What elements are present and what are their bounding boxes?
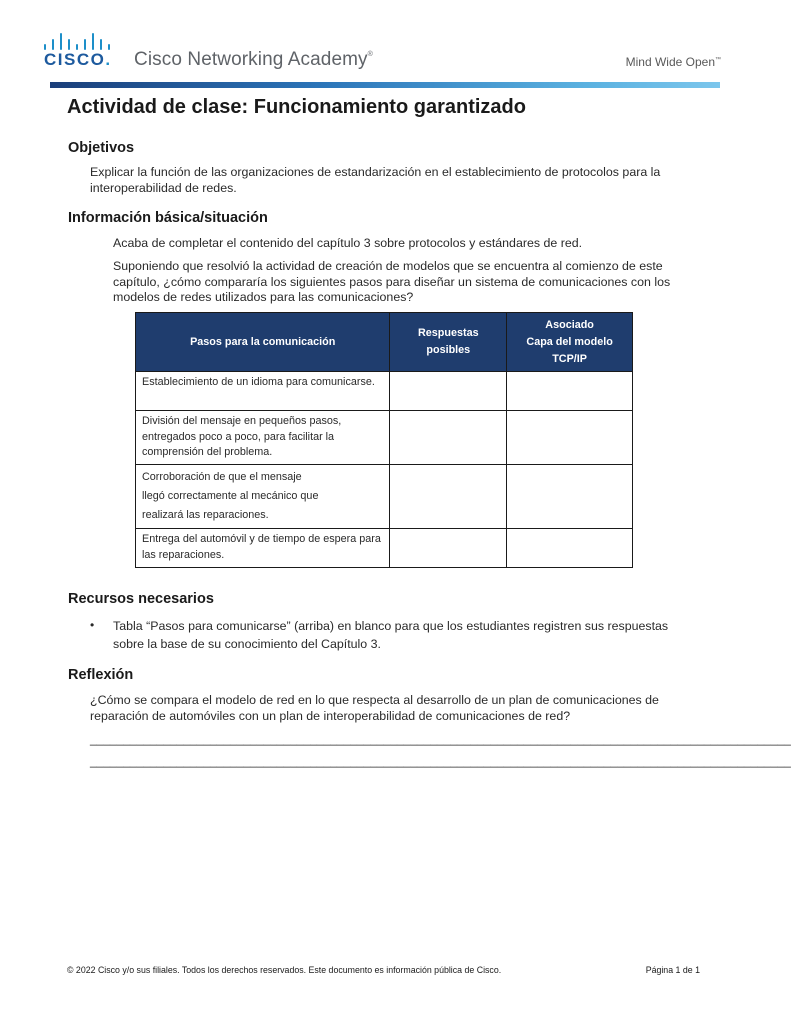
resources-item: Tabla “Pasos para comunicarse” (arriba) en blanco para que los estudiantes registren sus respuestas sobre la base de su conocimiento del Capítulo 3. bbox=[113, 619, 669, 651]
step-cell: Corroboración de que el mensaje llegó correctamente al mecánico que realizará las reparaciones. bbox=[136, 465, 390, 529]
cisco-logo bbox=[44, 30, 124, 70]
resources-heading: Recursos necesarios bbox=[68, 591, 214, 607]
header-layer: Asociado Capa del modelo TCP/IP bbox=[507, 313, 633, 372]
header-answers: Respuestas posibles bbox=[390, 313, 507, 372]
cisco-wordmark: CISCO. bbox=[44, 50, 112, 69]
step-cell: Entrega del automóvil y de tiempo de espera para las reparaciones. bbox=[136, 529, 390, 568]
table-row bbox=[136, 372, 633, 411]
header-steps: Pasos para la comunicación bbox=[136, 313, 390, 372]
answer-cell[interactable] bbox=[390, 529, 507, 568]
footer-page-number: Página 1 de 1 bbox=[645, 965, 700, 975]
reflection-heading: Reflexión bbox=[68, 667, 134, 683]
footer-copyright: © 2022 Cisco y/o sus filiales. Todos los derechos reservados. Este documento es información pública de Cisco. bbox=[67, 965, 502, 975]
tagline: Mind Wide Open™ bbox=[625, 55, 721, 69]
step-cell: División del mensaje en pequeños pasos, entregados poco a poco, para facilitar la comprensión del problema. bbox=[136, 411, 390, 465]
header-rule bbox=[50, 82, 720, 88]
reflection-question: ¿Cómo se compara el modelo de red en lo que respecta al desarrollo de un plan de comunicaciones de reparación de automóviles con un plan de interoperabilidad de comunicaciones de red? bbox=[90, 693, 659, 723]
background-heading: Información básica/situación bbox=[68, 210, 268, 226]
step-cell: Establecimiento de un idioma para comunicarse. bbox=[136, 372, 390, 411]
cisco-bars-icon bbox=[44, 30, 116, 50]
communication-steps-table bbox=[135, 312, 633, 568]
layer-cell[interactable] bbox=[507, 411, 633, 465]
bullet-icon: • bbox=[90, 618, 95, 632]
answer-line[interactable]: _________________________________________________________________________________________________________ bbox=[90, 754, 791, 768]
layer-cell[interactable] bbox=[507, 529, 633, 568]
layer-cell[interactable] bbox=[507, 465, 633, 529]
page-title: Actividad de clase: Funcionamiento garantizado bbox=[67, 96, 526, 118]
background-para-2: Suponiendo que resolvió la actividad de creación de modelos que se encuentra al comienzo de este capítulo, ¿cómo compararía los siguientes pasos para diseñar un sistema de comunicaciones con los modelos de redes utilizados para las comunicaciones? bbox=[113, 259, 671, 304]
page-header bbox=[0, 0, 768, 90]
background-para-1: Acaba de completar el contenido del capítulo 3 sobre protocolos y estándares de red. bbox=[113, 236, 583, 250]
answer-line[interactable]: _________________________________________________________________________________________________________ bbox=[90, 732, 791, 746]
answer-cell[interactable] bbox=[390, 372, 507, 411]
table-row bbox=[136, 465, 633, 529]
objectives-text: Explicar la función de las organizaciones de estandarización en el establecimiento de protocolos para la interoperabilidad de redes. bbox=[90, 165, 661, 195]
academy-name: Cisco Networking Academy® bbox=[134, 49, 373, 70]
objectives-heading: Objetivos bbox=[68, 140, 135, 156]
layer-cell[interactable] bbox=[507, 372, 633, 411]
table-row bbox=[136, 529, 633, 568]
table-row bbox=[136, 411, 633, 465]
answer-cell[interactable] bbox=[390, 465, 507, 529]
answer-cell[interactable] bbox=[390, 411, 507, 465]
table-header-row bbox=[136, 313, 633, 372]
